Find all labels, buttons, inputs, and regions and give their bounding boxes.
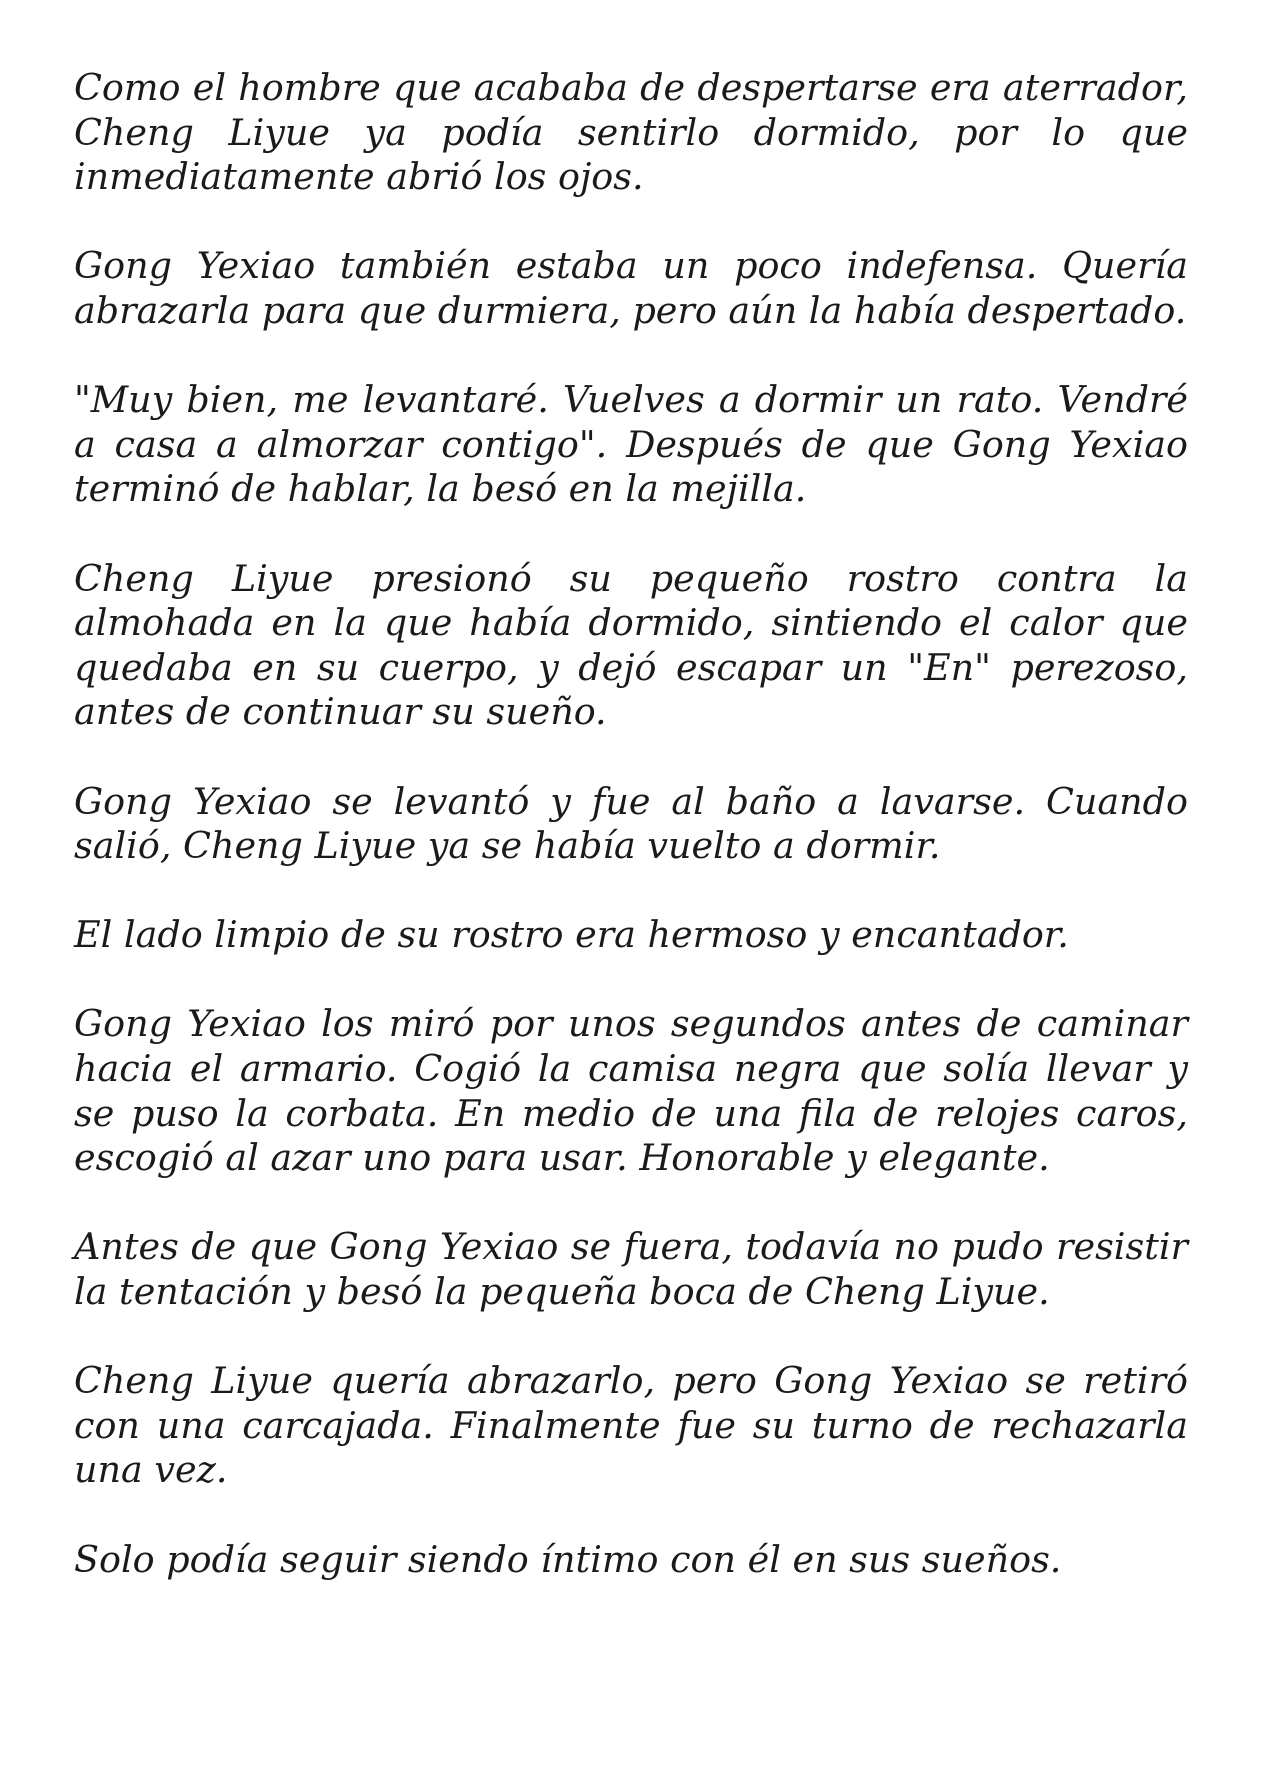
paragraph-8: Antes de que Gong Yexiao se fuera, todavía no pudo resistir la tentación y besó la pequeña boca de Cheng Liyue. — [74, 1225, 1188, 1314]
paragraph-2: Gong Yexiao también estaba un poco indefensa. Quería abrazarla para que durmiera, pero aún la había despertado. — [74, 244, 1188, 332]
paragraph-7: Gong Yexiao los miró por unos segundos antes de caminar hacia el armario. Cogió la camisa negra que solía llevar y se puso la corbata. En medio de una fila de relojes caros, escogió al azar uno para usar. Honorable y elegante. — [74, 1002, 1188, 1180]
document-page — [74, 66, 1188, 1582]
paragraph-6: El lado limpio de su rostro era hermoso y encantador. — [74, 913, 1069, 957]
paragraph-10: Solo podía seguir siendo íntimo con él en sus sueños. — [74, 1537, 1062, 1581]
paragraph-4: Cheng Liyue presionó su pequeño rostro contra la almohada en la que había dormido, sintiendo el calor que quedaba en su cuerpo, y dejó escapar un "En" perezoso, antes de continuar su sueño. — [74, 556, 1188, 734]
paragraph-3: "Muy bien, me levantaré. Vuelves a dormir un rato. Vendré a casa a almorzar contigo". Después de que Gong Yexiao terminó de hablar, la besó en la mejilla. — [74, 378, 1188, 511]
paragraph-9: Cheng Liyue quería abrazarlo, pero Gong Yexiao se retiró con una carcajada. Finalmente fue su turno de rechazarla una vez. — [74, 1359, 1188, 1492]
paragraph-1: Como el hombre que acababa de despertarse era aterrador, Cheng Liyue ya podía sentirlo dormido, por lo que inmediatamente abrió los ojos. — [74, 66, 1188, 199]
paragraph-5: Gong Yexiao se levantó y fue al baño a lavarse. Cuando salió, Cheng Liyue ya se había vuelto a dormir. — [74, 779, 1188, 868]
